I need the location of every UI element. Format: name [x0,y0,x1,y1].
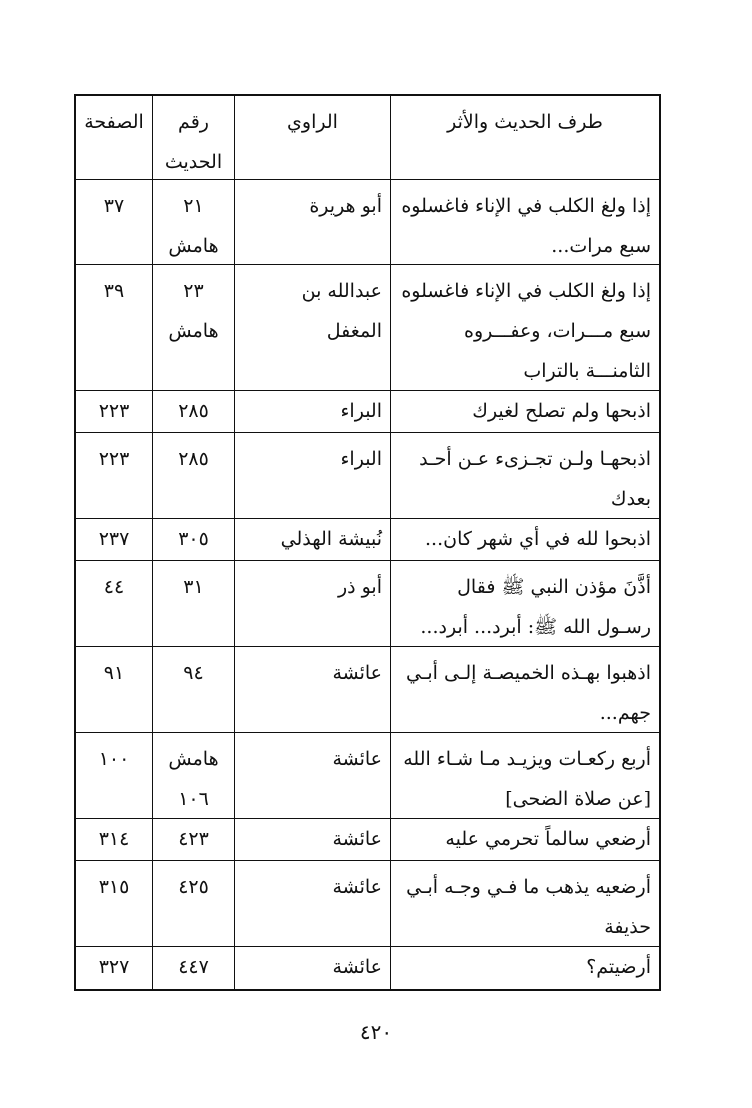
hadith-number-cell: ٢٨٥ [152,391,234,432]
table-row [76,819,659,861]
hadith-number-cell: ٢٨٥ [152,433,234,518]
hadith-number-cell: ٢٣ هامش [152,265,234,390]
hadith-number-cell: ٩٤ [152,647,234,732]
narrator-cell: عائشة [234,819,390,860]
narrator-cell: أبو هريرة [234,180,390,264]
hadith-number-cell: ٣٠٥ [152,519,234,560]
table-row [76,391,659,433]
table-row [76,861,659,947]
page-cell: ٣١٥ [98,876,130,898]
hadith-text-cell: إذا ولغ الكلب في الإناء فاغسلوه سبع مـــرات، وعفـــروه الثامنـــة بالتراب [390,265,659,390]
hadith-number-cell: هامش ١٠٦ [152,733,234,818]
page-cell: ٢٣٧ [98,528,130,550]
narrator-cell: أبو ذر [234,561,390,646]
page-cell: ٣٩ [103,280,125,302]
page-cell: ٤٤ [103,576,125,598]
page-cell: ٢٢٣ [98,400,130,422]
narrator-cell: عائشة [234,647,390,732]
table-row [76,519,659,561]
hadith-text-cell: اذبحها ولم تصلح لغيرك [390,391,659,432]
table-row [76,561,659,647]
hadith-number-cell: ٣١ [152,561,234,646]
narrator-cell: البراء [234,391,390,432]
page-cell: ٣١٤ [98,828,130,850]
narrator-cell: نُبيشة الهذلي [234,519,390,560]
table-row [76,947,659,989]
page-cell: ٢٢٣ [98,448,130,470]
narrator-cell: عائشة [234,947,390,989]
header-hadith-text: طرف الحديث والأثر [390,96,659,179]
hadith-number-cell: ٤٢٥ [152,861,234,946]
narrator-cell: البراء [234,433,390,518]
hadith-number-cell: ٤٤٧ [152,947,234,989]
hadith-number-cell: ٢١ هامش [152,180,234,264]
page-cell: ٣٧ [103,195,125,217]
hadith-text-cell: أربع ركعـات ويزيـد مـا شـاء الله [عن صلاة الضحى] [390,733,659,818]
header-hadith-number: رقم الحديث [152,96,234,179]
table-row [76,433,659,519]
narrator-cell: عائشة [234,733,390,818]
page-number: ٤٢٠ [359,1020,393,1044]
page-cell: ٣٢٧ [98,956,130,978]
hadith-text-cell: أرضعي سالماً تحرمي عليه [390,819,659,860]
header-narrator: الراوي [234,96,390,179]
hadith-text-cell: أرضعيه يذهب ما فـي وجـه أبـي حذيفة [390,861,659,946]
hadith-number-cell: ٤٢٣ [152,819,234,860]
hadith-text-cell: أرضيتم؟ [390,947,659,989]
page-cell: ١٠٠ [98,748,130,770]
page-cell: ٩١ [103,662,125,684]
table-row [76,265,659,391]
narrator-cell: عبدالله بن المغفل [234,265,390,390]
table-header-row [76,96,659,180]
header-page: الصفحة [84,111,144,133]
table-row [76,180,659,265]
hadith-text-cell: اذهبوا بهـذه الخميصـة إلـى أبـي جهم... [390,647,659,732]
hadith-text-cell: اذبحهـا ولـن تجـزىء عـن أحـد بعدك [390,433,659,518]
table-row [76,647,659,733]
narrator-cell: عائشة [234,861,390,946]
hadith-index-table [74,94,661,991]
hadith-text-cell: إذا ولغ الكلب في الإناء فاغسلوه سبع مرات... [390,180,659,264]
table-row [76,733,659,819]
hadith-text-cell: اذبحوا لله في أي شهر كان... [390,519,659,560]
hadith-text-cell: أذَّنَ مؤذن النبي ﷺ فقال رسـول الله ﷺ: أبرد... أبرد... [390,561,659,646]
